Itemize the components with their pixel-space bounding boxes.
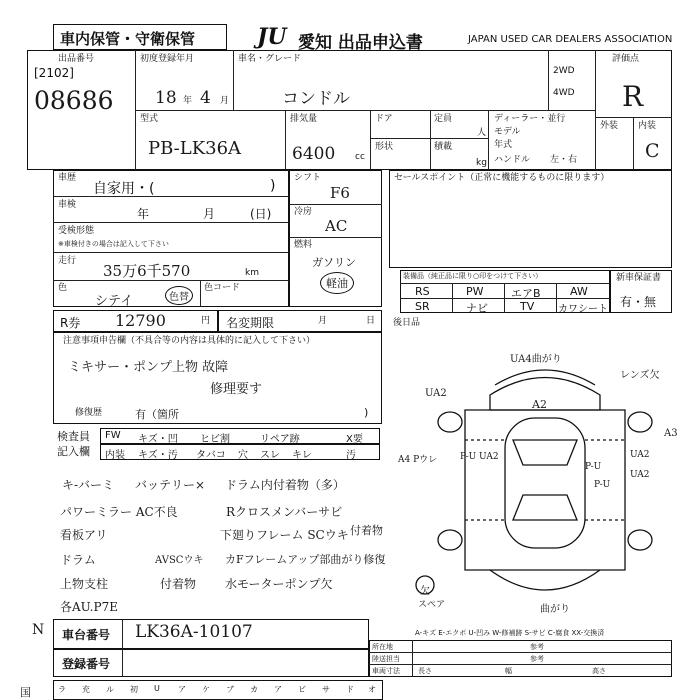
equipment-label: 装備品（純正品に限り○印をつけて下さい） — [403, 272, 543, 280]
ju-logo: JU — [257, 24, 287, 50]
lot-code: [2102] — [34, 66, 74, 80]
score-label: 評価点 — [612, 54, 640, 64]
model-value: PB-LK36A — [148, 138, 242, 159]
displacement-label: 排気量 — [290, 114, 318, 124]
inspector-note: 付着物 — [350, 524, 383, 537]
diagram-mark: P-U — [585, 462, 602, 472]
storage-label: 車内保管・守衛保管 — [60, 30, 196, 48]
fuel-label: 燃料 — [294, 240, 313, 250]
color-label: 色 — [58, 283, 68, 293]
notes-label: 注意事項申告欄（不具合等の内容は具体的に記入して下さい） — [63, 336, 316, 346]
inspector-note: ドラム内付着物（多） — [225, 478, 345, 492]
inspector-note: キ-バーミ — [62, 478, 115, 492]
lot-number: 08686 — [34, 86, 114, 115]
color-code-label: 色コード — [204, 283, 241, 293]
chassis-label: 車台番号 — [62, 628, 111, 642]
diagram-mark: レンズ欠 — [620, 370, 660, 381]
notes-line1: ミキサー・ポンプ上物 故障 — [68, 360, 229, 375]
form-title: 愛知 出品申込書 — [298, 33, 423, 53]
diagram-mark: A3 — [664, 428, 678, 439]
aftermarket-label: 後日品 — [393, 318, 421, 328]
equip-leather: カワシート — [558, 304, 608, 315]
receipt-label: 受検形態 — [58, 226, 95, 236]
inspector-note: 水モーターポンプ欠 — [225, 577, 333, 591]
color-value: シテイ — [95, 294, 134, 309]
notes-line2: 修理要す — [210, 382, 263, 397]
strip-mark: 国 — [20, 686, 31, 699]
inspector-note: 下廻りフレーム SCウキ — [220, 528, 349, 542]
inspector-note: AVSCウキ — [155, 555, 204, 566]
name-change-label: 名変期限 — [226, 316, 275, 330]
inspector-label-2: 記入欄 — [57, 445, 90, 458]
capacity-label: 定員 — [434, 114, 453, 124]
diagram-mark: P-U — [594, 480, 611, 490]
drive-2wd: 2WD — [553, 66, 575, 76]
check-strip: ラ 充 ル 初 U ア ケ ブ カ ア ビ サ ド オ — [53, 680, 383, 700]
inspector-note: Rクロスメンバーサビ — [226, 505, 343, 519]
mileage-value: 35万6千570 — [103, 262, 191, 280]
lot-label: 出品番号 — [58, 54, 95, 64]
equip-tv: TV — [520, 300, 535, 313]
plate-label: 登録番号 — [62, 657, 111, 671]
diagram-mark: UA2 — [425, 388, 447, 399]
inspection-label: 車検 — [58, 200, 77, 210]
recycle-value: 12790 — [115, 311, 166, 330]
equip-navi: ナビ — [466, 302, 488, 315]
inspector-note: バッテリー× — [135, 478, 206, 492]
diagram-mark: スペア — [418, 600, 446, 610]
location-box — [369, 640, 672, 677]
inspector-note: 看板アリ — [60, 528, 108, 542]
diagram-mark: UA4曲がり — [510, 354, 562, 365]
equip-pw: PW — [466, 285, 484, 298]
vehicle-name-value: コンドル — [282, 89, 350, 109]
fuel-gas: ガソリン — [312, 256, 356, 269]
aircon-value: AC — [325, 217, 348, 235]
chassis-value: LK36A-10107 — [135, 622, 253, 642]
diagram-mark: UA2 — [630, 470, 650, 480]
equip-airbag: エアB — [511, 287, 541, 300]
exterior-label: 外装 — [600, 121, 619, 131]
registration-label: 初度登録年月 — [140, 54, 195, 64]
diagram-mark: A2 — [532, 398, 547, 411]
repair-label: 修復歴 — [75, 408, 103, 418]
sales-point-label: セールスポイント（正常に機能するものに限ります） — [394, 173, 610, 183]
score-value: R — [622, 80, 644, 113]
equip-aw: AW — [570, 285, 588, 298]
payload-label: 積載 — [434, 142, 453, 152]
form-subtitle: JAPAN USED CAR DEALERS ASSOCIATION — [468, 34, 673, 45]
recycle-label: R券 — [60, 316, 81, 330]
usage-value: 自家用・( — [93, 181, 155, 197]
vehicle-name-label: 車名・グレード — [238, 54, 302, 64]
inspector-label-1: 検査員 — [57, 430, 90, 443]
inspector-note: パワーミラー AC不良 — [60, 505, 178, 519]
vehicle-diagram — [395, 340, 695, 630]
shift-label: シフト — [294, 173, 322, 183]
diagram-mark: UA2 — [630, 450, 650, 460]
model-label: 型式 — [140, 114, 159, 124]
inspector-note: 上物支柱 — [60, 577, 109, 591]
interior-value: C — [645, 140, 660, 162]
damage-legend: A-キズ E-エクボ U-凹み W-修補跡 S-サビ C-腐食 XX-交換済 — [415, 629, 605, 637]
shift-value: F6 — [330, 184, 350, 202]
registration-year: 18 — [155, 88, 177, 108]
inspector-note: 付着物 — [160, 577, 197, 591]
equip-sr: SR — [415, 300, 430, 313]
interior-label: 内装 — [638, 121, 657, 131]
inspector-note: ドラム — [60, 553, 96, 567]
repair-value: 有（箇所 — [135, 408, 179, 421]
diagram-mark: A4 Pウレ — [398, 455, 438, 465]
drive-4wd: 4WD — [553, 88, 575, 98]
shape-label: 形状 — [375, 142, 394, 152]
warranty-label: 新車保証書 — [616, 273, 662, 283]
diagram-mark: 曲がり — [540, 604, 570, 615]
aircon-label: 冷房 — [294, 207, 313, 217]
diagram-mark: 欠 — [420, 586, 430, 597]
inspector-note: 各AU.P7E — [60, 600, 118, 614]
dealer-label: ディーラー・並行 — [494, 114, 566, 124]
diagram-mark: P-U UA2 — [460, 452, 499, 462]
margin-mark: N — [32, 622, 45, 638]
inspector-note: カFフレームアップ部曲がり修復 — [225, 553, 386, 566]
fuel-diesel-circled: 軽油 — [320, 272, 354, 294]
sales-point-box — [389, 170, 672, 268]
registration-month: 4 — [200, 88, 211, 108]
door-label: ドア — [375, 114, 393, 124]
mileage-label: 走行 — [58, 256, 77, 266]
warranty-value: 有・無 — [620, 295, 657, 309]
usage-label: 車歴 — [58, 173, 77, 183]
equip-rs: RS — [415, 285, 430, 298]
displacement-value: 6400 — [292, 144, 336, 164]
color-change-circled: 色替 — [165, 286, 193, 305]
